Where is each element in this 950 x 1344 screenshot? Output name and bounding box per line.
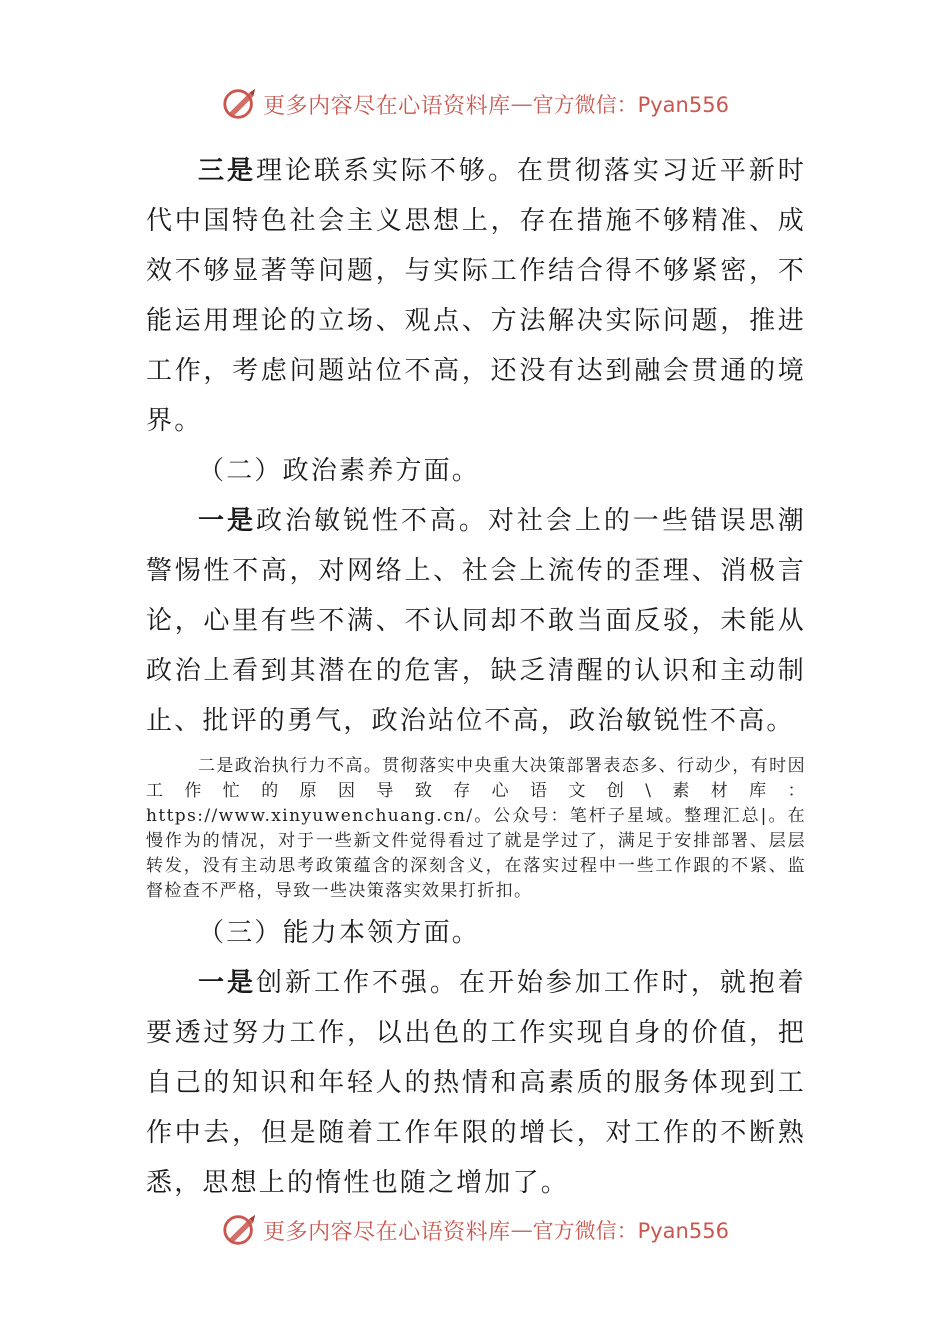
pen-logo-icon — [221, 1211, 259, 1249]
paragraph-1-lead: 三是 — [198, 156, 256, 186]
paragraph-3-small: 二是政治执行力不高。贯彻落实中央重大决策部署表态多、行动少，有时因工作忙的原因导致存心语文创\素材库：https://www.xinyuwenchuang.cn/。公众号：笔杆子星域。整理汇总|。在慢作为的情况，对于一些新文件觉得看过了就是学过了，满足于安排部署、层层转发，没有主动思考政策蕴含的深刻含义，在落实过程中一些工作跟的不紧、监督检查不严格，导致一些决策落实效果打折扣。 — [146, 756, 806, 901]
paragraph-1 — [146, 146, 806, 446]
paragraph-4-body: 创新工作不强。在开始参加工作时，就抱着要透过努力工作，以出色的工作实现自身的价值，把自己的知识和年轻人的热情和高素质的服务体现到工作中去，但是随着工作年限的增长，对工作的不断熟悉，思想上的惰性也随之增加了。 — [146, 968, 806, 1198]
banner-text: 更多内容尽在心语资料库 — [263, 93, 511, 119]
banner-separator: — — [510, 91, 533, 117]
paragraph-1-body: 理论联系实际不够。在贯彻落实习近平新时代中国特色社会主义思想上，存在措施不够精准、成效不够显著等问题，与实际工作结合得不够紧密，不能运用理论的立场、观点、方法解决实际问题，推进工作，考虑问题站位不高，还没有达到融会贯通的境界。 — [146, 156, 806, 436]
paragraph-2 — [146, 496, 806, 746]
pen-logo-icon — [221, 85, 259, 123]
paragraph-4-lead: 一是 — [198, 968, 256, 998]
section-heading-3: （三）能力本领方面。 — [198, 918, 481, 948]
section-heading-2: （二）政治素养方面。 — [198, 456, 481, 486]
paragraph-2-lead: 一是 — [198, 506, 256, 536]
paragraph-4 — [146, 958, 806, 1208]
banner-wechat: 官方微信：Pyan556 — [532, 1219, 729, 1243]
banner-text: 更多内容尽在心语资料库 — [263, 1219, 511, 1245]
document-body — [146, 146, 806, 1208]
footer-banner — [0, 1208, 950, 1252]
header-banner — [0, 82, 950, 126]
paragraph-2-body: 政治敏锐性不高。对社会上的一些错误思潮警惕性不高，对网络上、社会上流传的歪理、消极言论，心里有些不满、不认同却不敢当面反驳，未能从政治上看到其潜在的危害，缺乏清醒的认识和主动制止、批评的勇气，政治站位不高，政治敏锐性不高。 — [146, 506, 806, 736]
banner-wechat: 官方微信：Pyan556 — [532, 93, 729, 117]
banner-separator: — — [510, 1217, 533, 1243]
